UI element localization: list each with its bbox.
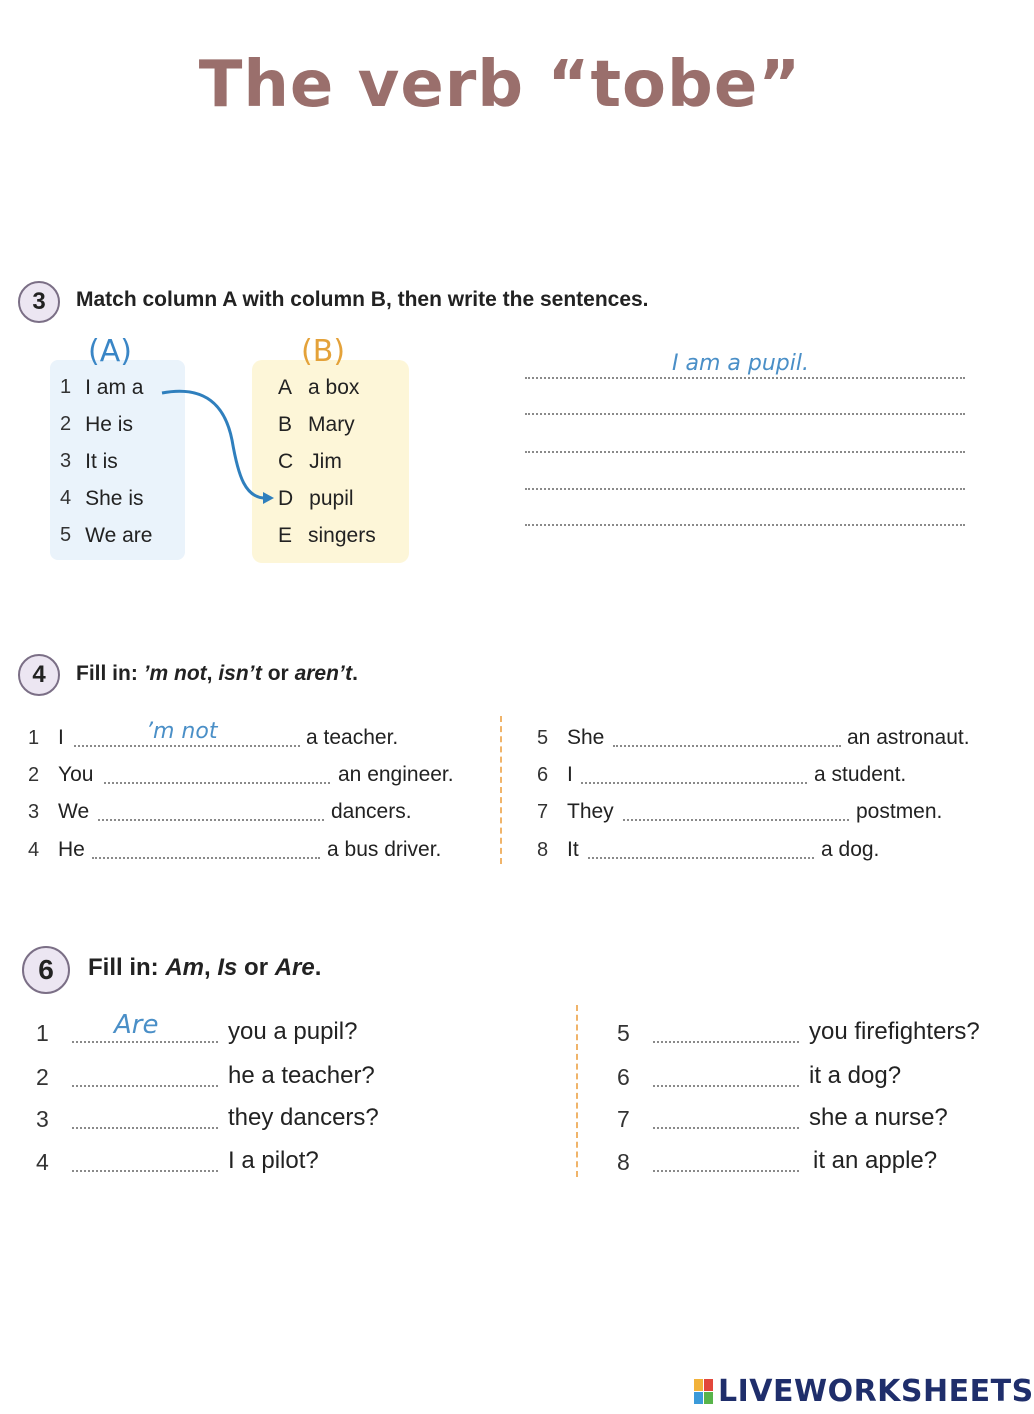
example-answer: Are	[114, 1010, 159, 1040]
item-number: 3	[28, 801, 40, 823]
column-a-letter: A	[99, 334, 121, 369]
item-number: 3	[36, 1106, 49, 1132]
item-text: Mary	[308, 413, 355, 436]
blank-input[interactable]	[74, 745, 300, 747]
item-subject: She	[567, 726, 605, 749]
item-rest: you a pupil?	[228, 1018, 358, 1045]
liveworksheets-watermark	[694, 1374, 1034, 1409]
item-letter: C	[278, 450, 294, 473]
item-number: 1	[36, 1020, 49, 1046]
item-rest: an engineer.	[338, 763, 454, 786]
item-text: She is	[85, 487, 144, 510]
blank-input[interactable]	[72, 1085, 218, 1087]
column-b-item	[278, 376, 376, 413]
option-1: ’m not	[143, 662, 207, 685]
column-a-item	[60, 487, 152, 524]
blank-input[interactable]	[92, 857, 320, 859]
item-number: 8	[617, 1149, 630, 1175]
item-rest: you firefighters?	[809, 1018, 980, 1045]
item-subject: They	[567, 800, 614, 823]
column-a-item	[60, 376, 152, 413]
item-rest: he a teacher?	[228, 1062, 375, 1089]
column-b-item	[278, 413, 376, 450]
option-2: Is	[217, 954, 238, 981]
option-3: Are	[274, 954, 315, 981]
exercise-4-divider	[500, 716, 502, 864]
item-text: We are	[85, 524, 153, 547]
item-subject: I	[567, 763, 573, 786]
column-a-item	[60, 450, 152, 487]
item-rest: postmen.	[856, 800, 943, 823]
blank-input[interactable]	[588, 857, 814, 859]
item-number: 2	[60, 413, 72, 435]
item-number: 5	[537, 727, 549, 749]
answer-line-1[interactable]	[525, 377, 965, 379]
column-a-item	[60, 524, 152, 561]
item-letter: D	[278, 487, 294, 510]
separator: ,	[204, 954, 218, 981]
item-number: 2	[36, 1064, 49, 1090]
item-letter: A	[278, 376, 293, 399]
separator: or	[237, 954, 275, 981]
example-answer-sentence: I am a pupil.	[672, 351, 809, 376]
item-number: 4	[60, 487, 72, 509]
item-number: 2	[28, 764, 40, 786]
column-b-heading: (B)	[301, 334, 346, 369]
blank-input[interactable]	[653, 1085, 799, 1087]
item-rest: they dancers?	[228, 1104, 379, 1131]
item-letter: E	[278, 524, 293, 547]
blank-input[interactable]	[623, 819, 849, 821]
option-2: isn’t	[218, 662, 262, 685]
exercise-4-number: 4	[18, 654, 60, 696]
item-rest: a bus driver.	[327, 838, 442, 861]
item-number: 6	[537, 764, 549, 786]
answer-line-5[interactable]	[525, 524, 965, 526]
item-text: a box	[308, 376, 360, 399]
instruction-prefix: Fill in:	[76, 662, 144, 685]
watermark-text: LIVEWORKSHEETS	[718, 1374, 1034, 1409]
column-a-list	[60, 376, 152, 561]
blank-input[interactable]	[104, 782, 330, 784]
column-a-item	[60, 413, 152, 450]
item-number: 3	[60, 450, 72, 472]
item-number: 7	[537, 801, 549, 823]
instruction-end: .	[352, 662, 358, 685]
answer-line-2[interactable]	[525, 413, 965, 415]
item-rest: a student.	[814, 763, 907, 786]
blank-input[interactable]	[653, 1041, 799, 1043]
item-number: 8	[537, 839, 549, 861]
exercise-3-number: 3	[18, 281, 60, 323]
item-rest: I a pilot?	[228, 1147, 319, 1174]
item-text: He is	[85, 413, 133, 436]
item-rest: dancers.	[331, 800, 412, 823]
answer-line-3[interactable]	[525, 451, 965, 453]
item-text: It is	[85, 450, 118, 473]
item-number: 6	[617, 1064, 630, 1090]
column-b-letter: B	[312, 334, 334, 369]
page-title: The verb “tobe”	[198, 48, 802, 122]
option-1: Am	[165, 954, 204, 981]
item-subject: I	[58, 726, 64, 749]
column-b-list	[278, 376, 376, 561]
column-a-heading: (A)	[88, 334, 132, 369]
blank-input[interactable]	[72, 1170, 218, 1172]
item-rest: it a dog?	[809, 1062, 902, 1089]
instruction-prefix: Fill in:	[88, 954, 166, 981]
item-number: 1	[60, 376, 72, 398]
column-b-item	[278, 450, 376, 487]
item-number: 7	[617, 1106, 630, 1132]
blank-input[interactable]	[72, 1041, 218, 1043]
exercise-6-instruction	[88, 954, 321, 982]
item-text: singers	[308, 524, 376, 547]
item-rest: a teacher.	[306, 726, 399, 749]
item-rest: an astronaut.	[847, 726, 970, 749]
blank-input[interactable]	[613, 745, 841, 747]
item-text: Jim	[309, 450, 342, 473]
item-subject: You	[58, 763, 94, 786]
column-b-item	[278, 524, 376, 561]
column-b-item	[278, 487, 376, 524]
separator: ,	[206, 662, 219, 685]
item-rest: it an apple?	[813, 1147, 938, 1174]
item-letter: B	[278, 413, 293, 436]
item-number: 4	[28, 839, 40, 861]
item-number: 1	[28, 727, 40, 749]
separator: or	[261, 662, 295, 685]
blank-input[interactable]	[581, 782, 807, 784]
item-subject: It	[567, 838, 579, 861]
exercise-4-instruction	[76, 662, 358, 686]
example-answer: ’m not	[146, 719, 218, 744]
option-3: aren’t	[294, 662, 353, 685]
blank-input[interactable]	[72, 1127, 218, 1129]
blank-input[interactable]	[653, 1127, 799, 1129]
blank-input[interactable]	[653, 1170, 799, 1172]
exercise-6-divider	[576, 1005, 578, 1177]
exercise-3-instruction: Match column A with column B, then write the sentences.	[76, 288, 649, 311]
exercise-6-number: 6	[22, 946, 70, 994]
answer-line-4[interactable]	[525, 488, 965, 490]
item-number: 5	[617, 1020, 630, 1046]
blank-input[interactable]	[98, 819, 324, 821]
item-text: pupil	[309, 487, 354, 510]
item-subject: He	[58, 838, 85, 861]
item-number: 5	[60, 524, 72, 546]
item-subject: We	[58, 800, 90, 823]
item-rest: a dog.	[821, 838, 880, 861]
match-arrow	[150, 380, 280, 510]
item-rest: she a nurse?	[809, 1104, 948, 1131]
liveworksheets-logo-icon	[694, 1379, 714, 1405]
item-number: 4	[36, 1149, 49, 1175]
item-text: I am a	[85, 376, 144, 399]
instruction-end: .	[314, 954, 322, 981]
